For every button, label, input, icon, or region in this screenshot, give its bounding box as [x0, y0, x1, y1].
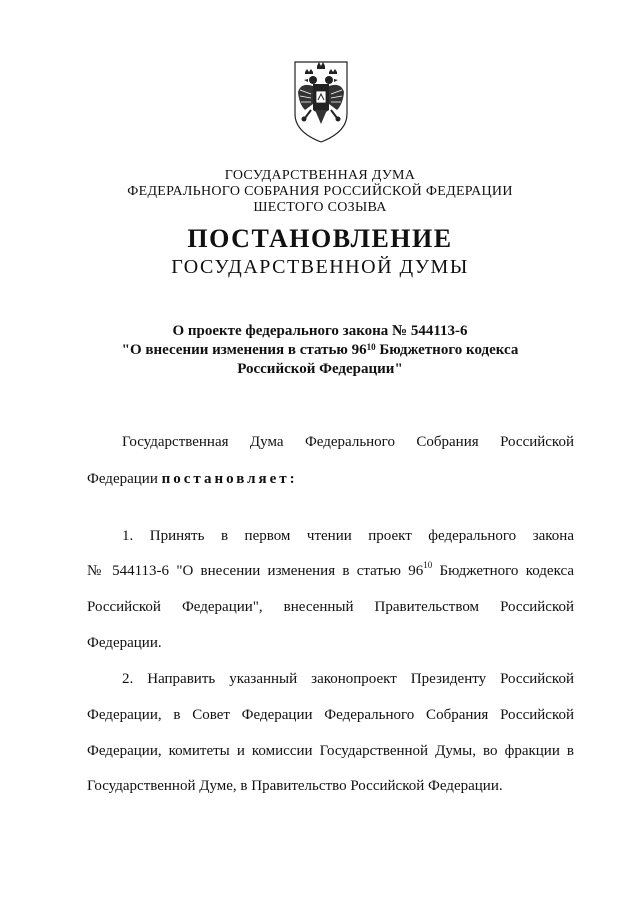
item-1-line-1: 1. Принять в первом чтении проект федерального закона — [122, 528, 574, 544]
item-2-line-4: Государственной Думе, в Правительство Российской Федерации. — [87, 778, 503, 794]
item-2-line-3: Федерации, комитеты и комиссии Государственной Думы, во фракции в — [87, 743, 574, 759]
item-1-line-3: Российской Федерации", внесенный Правительством Российской — [87, 599, 574, 615]
preamble-line-1: Государственная Дума Федерального Собрания Российской — [122, 434, 574, 450]
org-line-federal-assembly: ФЕДЕРАЛЬНОГО СОБРАНИЯ РОССИЙСКОЙ ФЕДЕРАЦИИ — [127, 184, 513, 199]
item-1-line-2: № 544113-6 "О внесении изменения в статью $96^{10}$ Бюджетного кодекса — [87, 560, 575, 579]
bill-title-line-1: О проекте федерального закона № 544113-6 — [172, 323, 468, 339]
item-2-line-1: 2. Направить указанный законопроект Президенту Российской — [122, 671, 574, 687]
item-2-line-2: Федерации, в Совет Федерации Федерального Собрания Российской — [87, 707, 574, 723]
bill-title-line-2: "О внесении изменения в статью $96^{10}$ Бюджетного кодекса — [121, 342, 519, 358]
org-line-convocation: ШЕСТОГО СОЗЫВА — [253, 200, 387, 215]
item-1-line-4: Федерации. — [87, 635, 162, 651]
preamble-line-2: Федерации постановляет: — [87, 471, 298, 487]
document-title: ПОСТАНОВЛЕНИЕ — [187, 224, 453, 253]
org-line-duma: ГОСУДАРСТВЕННАЯ ДУМА — [224, 168, 416, 183]
bill-title-line-3: Российской Федерации" — [237, 361, 403, 377]
document-subtitle: ГОСУДАРСТВЕННОЙ ДУМЫ — [171, 256, 469, 278]
coat-of-arms-emblem-icon — [291, 58, 351, 144]
resolves-keyword: постановляет: — [161, 471, 298, 487]
